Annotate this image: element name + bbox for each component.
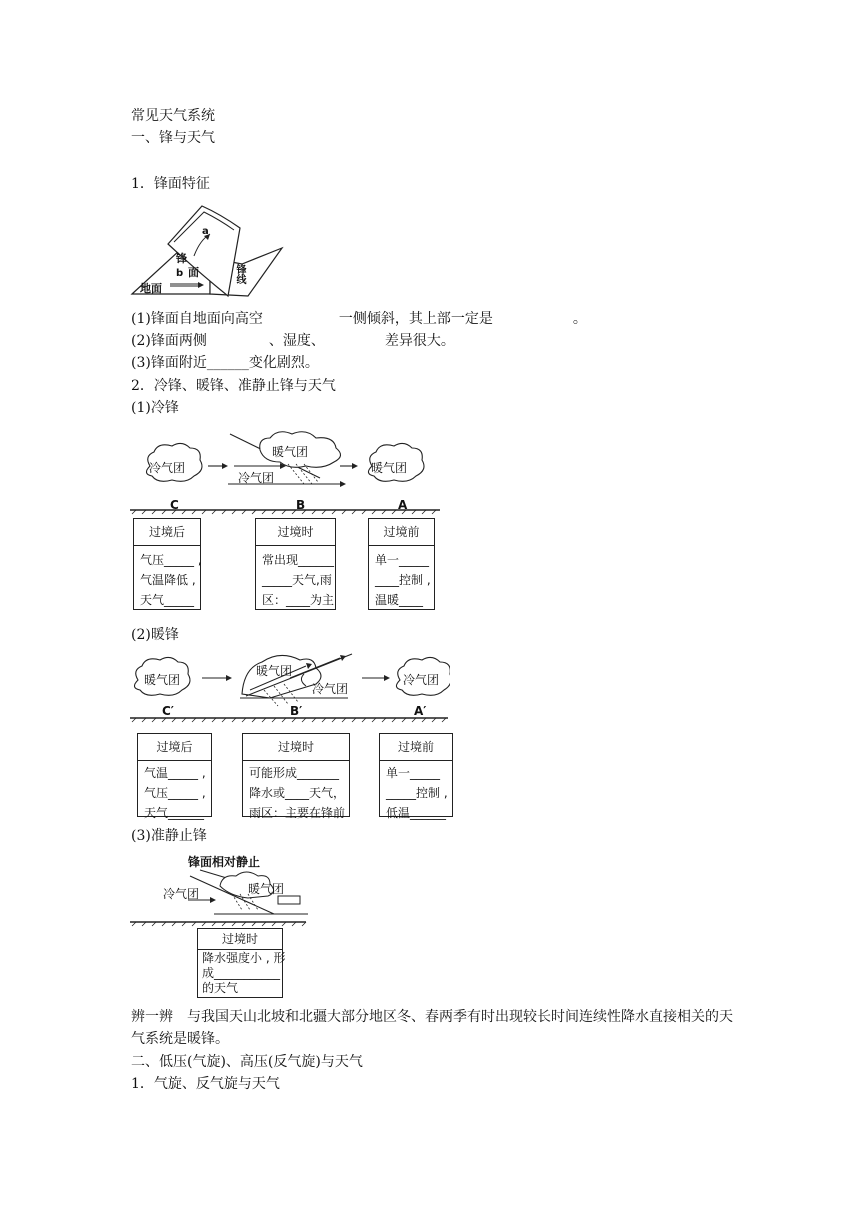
box-line: 单一_____ [386, 766, 441, 780]
cold-front-label-c: C [170, 498, 179, 512]
cold-front-before-box [368, 518, 435, 610]
warm-front-cold-mass: 冷气团 [312, 682, 349, 696]
box-line: 降水或____天气， [249, 786, 346, 800]
subsection-cyclone: 1．气旋、反气旋与天气 [131, 1076, 280, 1092]
box-line: 天气______ [144, 806, 205, 820]
cold-front-after-box [133, 518, 201, 610]
warm-front-left-cloud: 暖气团 [144, 673, 181, 687]
box-line: 气压_____ , [144, 786, 206, 800]
section-title-fronts: 一、锋与天气 [131, 130, 215, 146]
warm-front-during-box [242, 733, 350, 820]
box-line: 气温降低 , [140, 573, 196, 587]
box-line: 单一_____ [375, 553, 430, 567]
feature-line-2 [131, 331, 455, 351]
subsection-front-types: 2．冷锋、暖锋、准静止锋与天气 [131, 378, 336, 394]
warm-front-label-c: C′ [162, 704, 174, 718]
box-header: 过境时 [198, 929, 282, 950]
feature-line-3: (3)锋面附近______变化剧烈。 [131, 355, 319, 371]
box-line: 成___________ [202, 966, 281, 980]
box-line: 常出现______ [262, 553, 335, 567]
label-mian: 面 [188, 266, 199, 279]
label-feng: 锋 [176, 252, 187, 265]
box-header: 过境时 [256, 519, 335, 546]
warm-front-before-box [379, 733, 453, 820]
stationary-front-title: (3)准静止锋 [131, 828, 207, 844]
stationary-front-box [197, 928, 286, 998]
feature-1-part-c: 。 [572, 311, 587, 327]
warm-front-right-cloud: 冷气团 [403, 673, 440, 687]
box-header: 过境前 [380, 734, 452, 761]
warm-front-title: (2)暖锋 [131, 627, 179, 643]
feature-2-part-c: 差异很大。 [384, 333, 455, 349]
cold-front-left-cloud: 冷气团 [149, 461, 186, 475]
box-line: _____控制 , [386, 786, 448, 800]
cold-front-right-cloud: 暖气团 [371, 461, 408, 475]
feature-1-part-a: (1)锋面自地面向高空 [131, 311, 263, 327]
section-title-pressure: 二、低压(气旋)、高压(反气旋)与天气 [131, 1054, 363, 1070]
stationary-front-top-label: 锋面相对静止 [188, 855, 261, 869]
feature-2-part-b: 、湿度、 [268, 333, 325, 349]
cold-front-cold-mass: 冷气团 [238, 471, 275, 485]
box-line: ____控制 , [375, 573, 431, 587]
box-header: 过境时 [243, 734, 349, 761]
box-header: 过境前 [369, 519, 434, 546]
box-line: 的天气 [202, 981, 239, 995]
box-line: 低温______ [386, 806, 447, 820]
subsection-front-features: 1．锋面特征 [131, 176, 210, 192]
box-header: 过境后 [138, 734, 211, 761]
cold-front-label-b: B [296, 498, 306, 512]
box-line: 天气_____ [140, 593, 195, 607]
warm-front-warm-mass: 暖气团 [256, 664, 293, 678]
feature-line-1 [131, 309, 587, 329]
label-b: b [176, 268, 184, 279]
page-heading: 常见天气系统 [131, 108, 215, 124]
label-front-line: 锋线 [234, 264, 245, 284]
box-header: 过境后 [134, 519, 200, 546]
cold-front-during-box [255, 518, 336, 610]
cold-front-label-a: A [398, 498, 408, 512]
box-line: 雨区：主要在锋前 [249, 806, 346, 820]
box-line: 可能形成_______ [249, 766, 340, 780]
label-ground: 地面 [140, 282, 162, 295]
cold-front-title: (1)冷锋 [131, 400, 179, 416]
warm-front-after-box [137, 733, 212, 820]
feature-2-part-a: (2)锋面两侧 [131, 333, 207, 349]
box-line: 降水强度小 , 形 [202, 951, 286, 965]
stationary-front-warm-mass: 暖气团 [248, 882, 285, 896]
stationary-front-cold-mass: 冷气团 [163, 887, 200, 901]
box-line: 温暖____ [375, 593, 424, 607]
cold-front-warm-mass: 暖气团 [272, 445, 309, 459]
bianyibian-paragraph: 辨一辨 与我国天山北坡和北疆大部分地区冬、春两季有时出现较长时间连续性降水直接相关的天气系统是暖锋。 [131, 1009, 733, 1047]
warm-front-label-a: A′ [414, 704, 427, 718]
box-line: 区：____为主 [262, 593, 335, 607]
stationary-front-diagram [130, 866, 310, 928]
label-a: a [202, 226, 209, 237]
feature-1-part-b: 一侧倾斜，其上部一定是 [338, 311, 493, 327]
warm-front-label-b: B′ [290, 704, 303, 718]
box-line: _____天气,雨 [262, 573, 332, 587]
box-line: 气压_____ , [140, 553, 202, 567]
box-line: 气温_____ , [144, 766, 206, 780]
